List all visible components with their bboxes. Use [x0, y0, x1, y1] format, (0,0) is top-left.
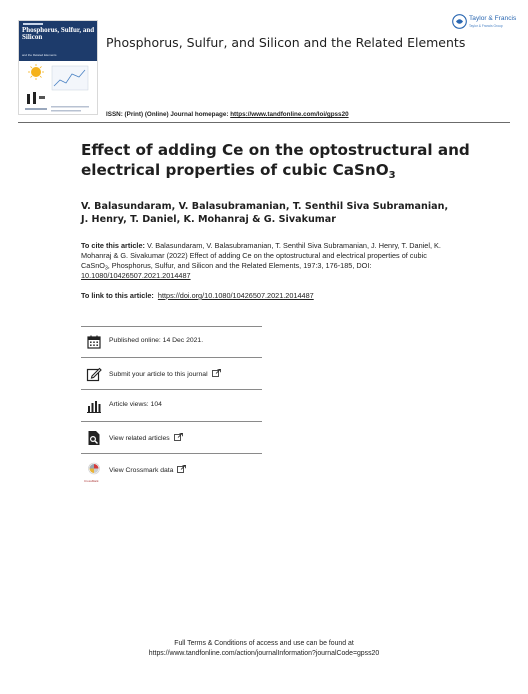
bar-chart-icon	[86, 398, 102, 414]
related-row[interactable]	[81, 423, 262, 454]
cite-label: To cite this article:	[81, 241, 145, 250]
external-link-icon	[177, 465, 186, 473]
cover-banner	[19, 21, 97, 61]
related-articles-link[interactable]: View related articles	[109, 433, 183, 442]
journal-title[interactable]: Phosphorus, Sulfur, and Silicon and the Related Elements	[106, 35, 466, 50]
cover-title: Phosphorus, Sulfur, and Silicon	[22, 26, 95, 41]
crossmark-row[interactable]	[81, 455, 262, 486]
publisher-name: Taylor & Francis	[469, 15, 517, 22]
header-divider	[18, 122, 510, 123]
footer-terms-text: Full Terms & Conditions of access and use can be found at	[174, 640, 354, 647]
article-views: Article views: 104	[109, 401, 162, 408]
journal-homepage-link[interactable]: https://www.tandfonline.com/loi/gpss20	[230, 111, 349, 118]
article-title	[81, 141, 481, 180]
article-link-line	[81, 291, 453, 300]
submit-article-link[interactable]: Submit your article to this journal	[109, 369, 221, 378]
author-list: V. Balasundaram, V. Balasubramanian, T. Senthil Siva Subramanian, J. Henry, T. Daniel, K. Mohanraj & G. Sivakumar	[81, 201, 449, 225]
journal-cover	[18, 20, 98, 115]
published-date: Published online: 14 Dec 2021.	[109, 337, 204, 344]
link-label: To link to this article:	[81, 291, 154, 300]
footer-terms-link[interactable]: https://www.tandfonline.com/action/journalInformation?journalCode=gpss20	[148, 649, 380, 657]
cite-text: V. Balasundaram, V. Balasubramanian, T. Senthil Siva Subramanian, J. Henry, T. Daniel, K. Mohanraj & G. Sivakumar (2022) Effect of adding Ce on the optostructural and electrical properties of cubic CaSnO	[81, 241, 441, 270]
title-line-2: electrical properties of cubic CaSnO$_3$	[81, 160, 396, 181]
views-row	[81, 391, 262, 422]
article-doi-link[interactable]: https://doi.org/10.1080/10426507.2021.2014487	[157, 291, 314, 300]
title-line-1: Effect of adding Ce on the optostructural and	[81, 141, 470, 159]
edit-icon	[86, 366, 102, 382]
citation-block: To cite this article: V. Balasundaram, V. Balasubramanian, T. Senthil Siva Subramanian, J. Henry, T. Daniel, K. Mohanraj & G. Sivakumar (2022) Effect of adding Ce on the optostructural and electrical properties of cubic CaSnO$_3$, Phosphorus, Sulfur, and Silicon and the Related Elements, 197:3, 176-185, DOI: 10.1080/10426507.2021.2014487	[81, 241, 441, 280]
publisher-tagline: Taylor & Francis Group	[469, 24, 503, 28]
taylor-francis-logo-icon	[452, 14, 467, 29]
document-search-icon	[86, 430, 102, 446]
external-link-icon	[212, 369, 221, 377]
cover-illustration	[19, 62, 98, 115]
publisher-logo[interactable]	[452, 14, 517, 36]
cite-doi-link[interactable]: 10.1080/10426507.2021.2014487	[81, 271, 191, 280]
crossmark-logo-text: CrossMark	[84, 479, 99, 483]
external-link-icon	[174, 433, 183, 441]
cover-subtitle: and the Related Elements	[22, 53, 57, 57]
issn-label: ISSN: (Print) (Online) Journal homepage:	[106, 111, 229, 118]
calendar-icon	[86, 334, 102, 350]
issn-line	[106, 111, 349, 118]
page-footer	[0, 639, 528, 658]
crossmark-link[interactable]: View Crossmark data	[109, 465, 186, 474]
crossmark-icon	[86, 462, 102, 478]
submit-row[interactable]	[81, 359, 262, 390]
published-row	[81, 327, 262, 358]
